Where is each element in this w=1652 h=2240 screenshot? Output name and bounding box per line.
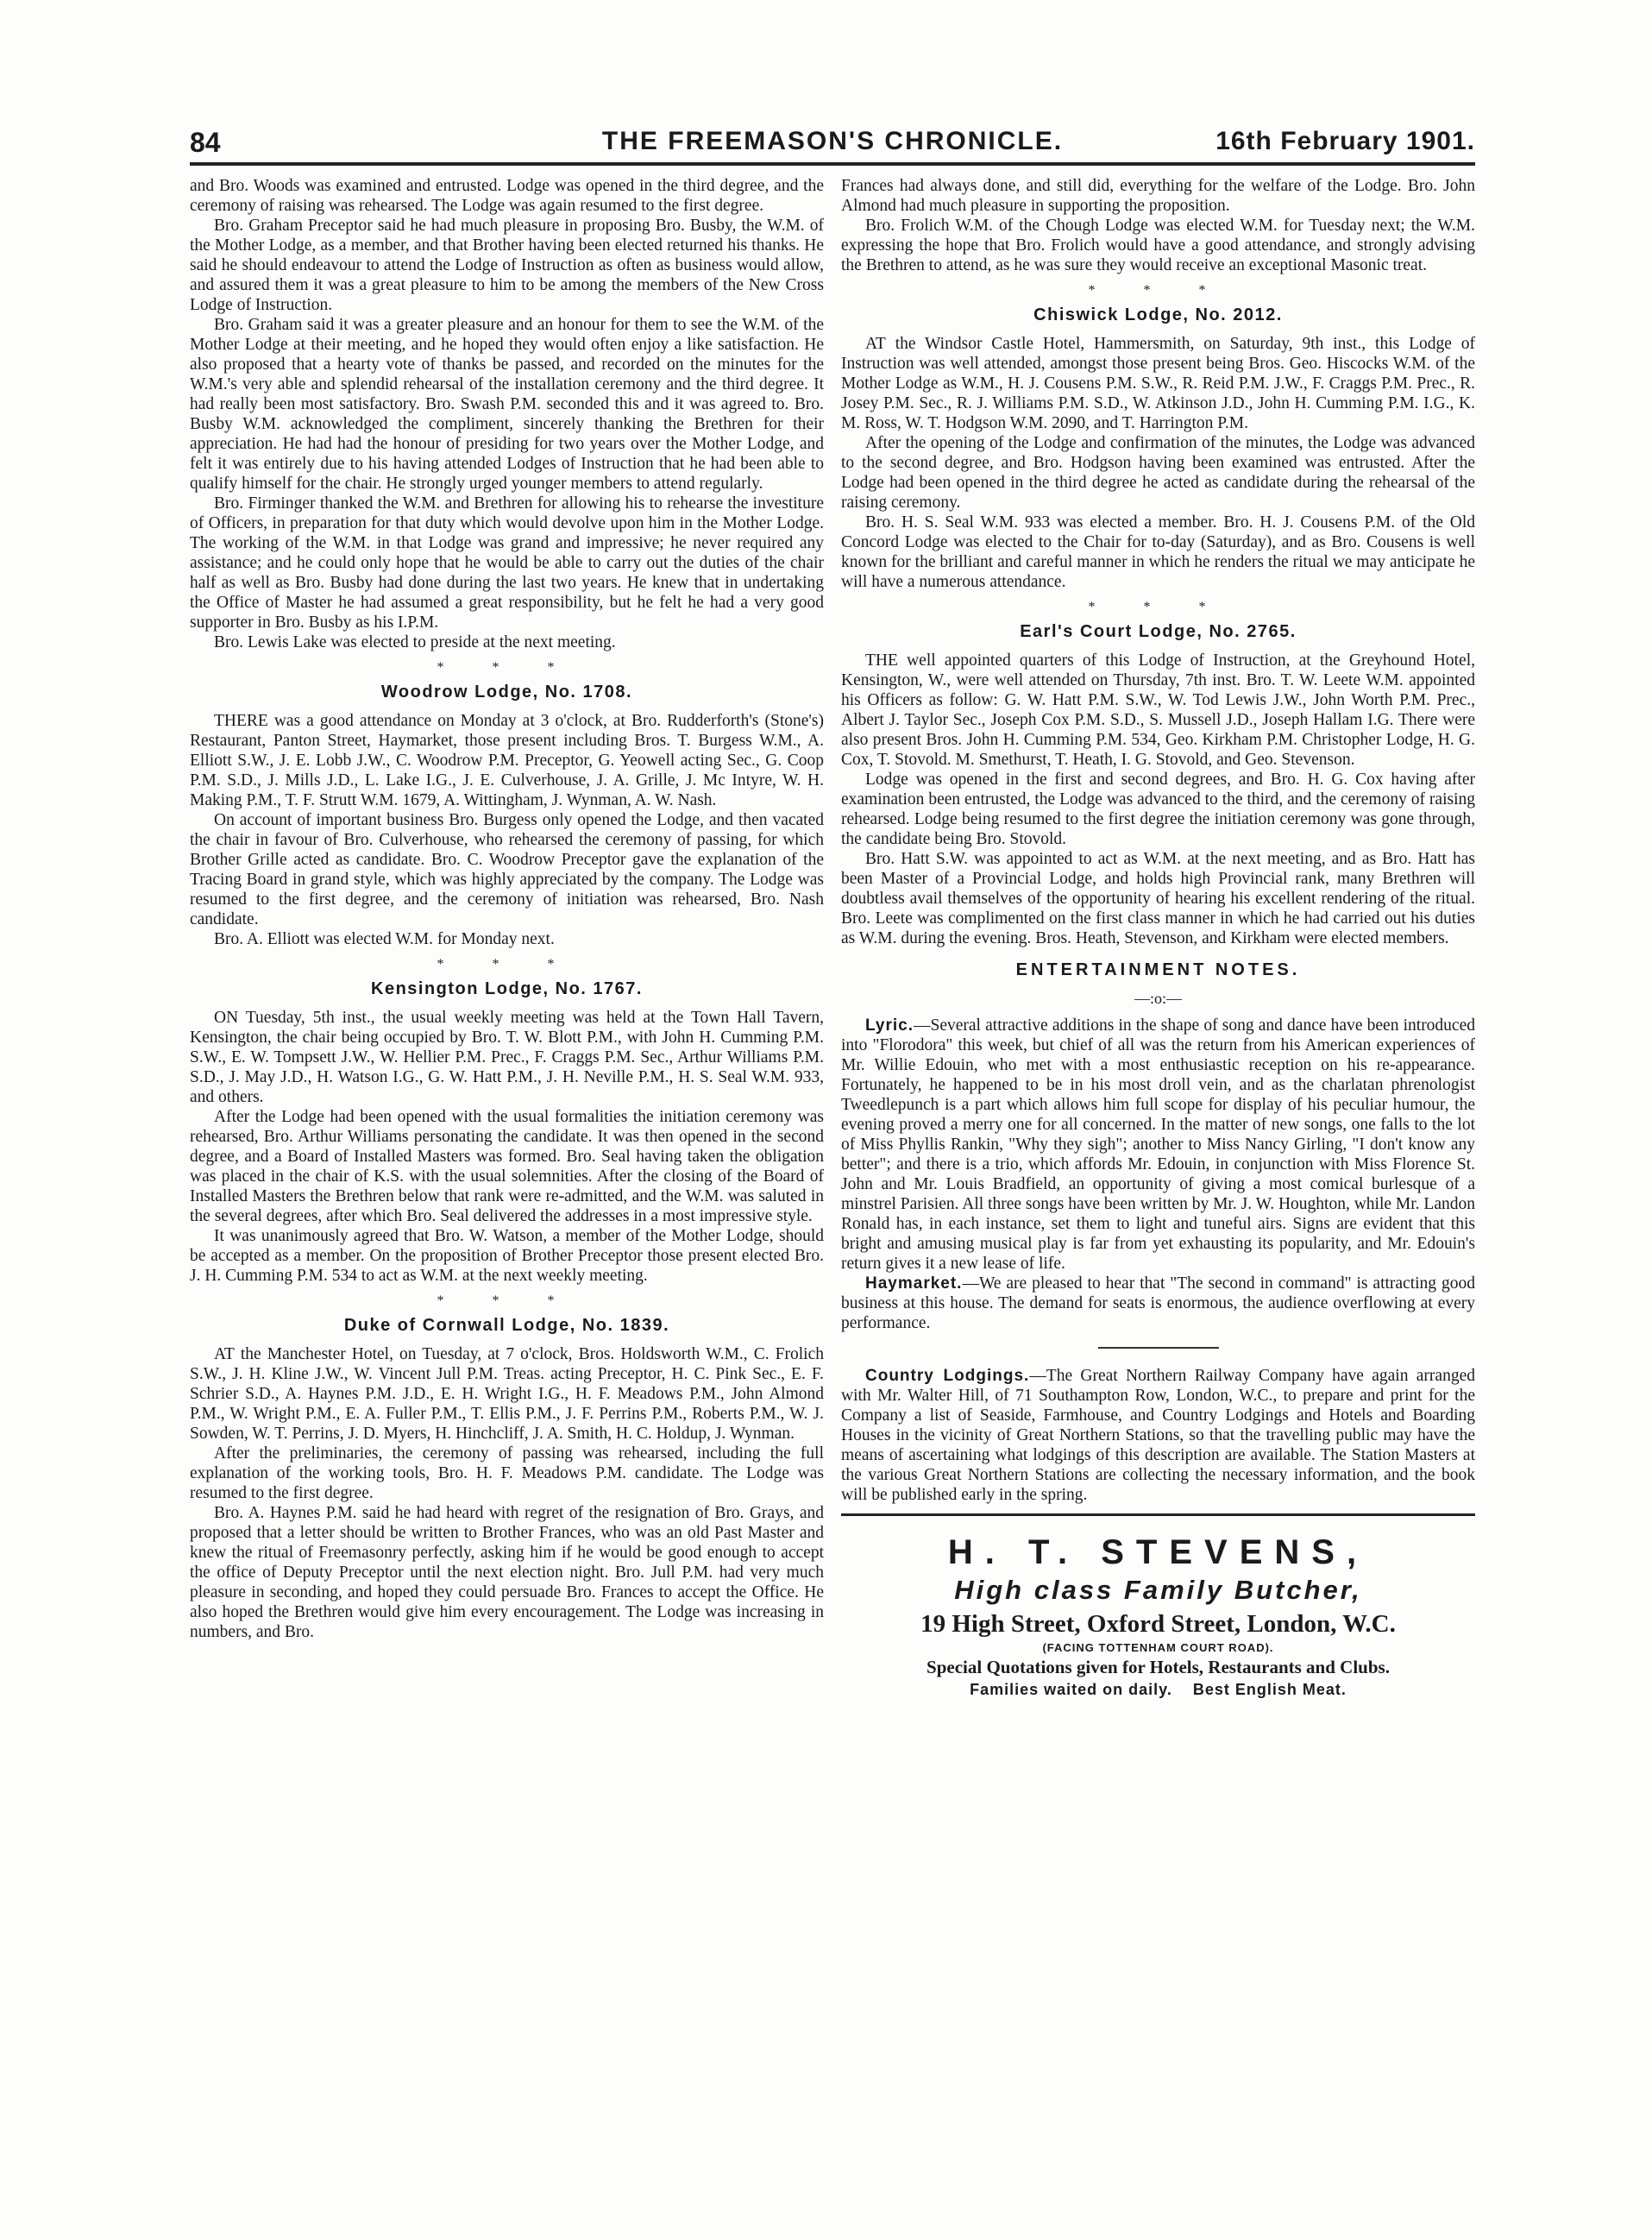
paragraph: Bro. Lewis Lake was elected to preside at the next meeting.	[214, 633, 616, 651]
section-divider: * * *	[437, 957, 577, 972]
paragraph: It was unanimously agreed that Bro. W. Watson, a member of the Mother Lodge, should be accepted as a member. On the proposition of Brother Preceptor those present elected Bro. J. H. Cumming P.M. 534 to act as W.M. at the next weekly meeting.	[190, 1227, 824, 1285]
advert-rule	[841, 1513, 1475, 1516]
paragraph: After the opening of the Lodge and confirmation of the minutes, the Lodge was advanced to the second degree, and Bro. Hodgson having been examined was entrusted. After the Lodge had been opened in the third degree he acted as candidate during the rehearsal of the raising ceremony.	[841, 434, 1475, 512]
paragraph-text: the Windsor Castle Hotel, Hammersmith, on Saturday, 9th inst., this Lodge of Instruction was well attended, amongst those present being Bros. Geo. Hiscocks W.M. of the Mother Lodge as W.M., H. J. Cousens P.M. S.W., R. Reid P.M. J.W., F. Craggs P.M. Prec., R. Josey P.M. Sec., R. J. Williams P.M. S.D., W. Atkinson J.D., John H. Cumming P.M. I.G., K. M. Ross, W. T. Hodgson W.M. 2090, and T. Harrington P.M.	[841, 335, 1475, 432]
page-number: 84	[190, 127, 221, 158]
paragraph: Frances had always done, and still did, everything for the welfare of the Lodge. Bro. John Almond had much pleasure in supporting the proposition.	[841, 177, 1475, 215]
newspaper-title: THE FREEMASON'S CHRONICLE.	[601, 127, 1064, 155]
paragraph: Bro. A. Haynes P.M. said he had heard with regret of the resignation of Bro. Grays, and proposed that a letter should be written to Brother Frances, who was an old Past Master and knew the ritual of Freemasonry perfectly, asking him if he would be good enough to accept the office of Deputy Preceptor until the next election night. Bro. Jull P.M. had very much pleasure in seconding, and hoped they could persuade Bro. Frances to accept the Office. He also hoped the Brethren would give him every encouragement. The Lodge was increasing in numbers, and Bro.	[190, 1504, 824, 1641]
paragraph: Bro. Firminger thanked the W.M. and Brethren for allowing his to rehearse the investiture of Officers, in preparation for that duty which would devolve upon him in the Mother Lodge. The working of the W.M. in that Lodge was grand and impressive; he never required any assistance; and he could only hope that he would be able to carry out the duties of the chair half as well as Bro. Busby had done during the last two years. He knew that in undertaking the Office of Master he had assumed a great responsibility, but he felt he had a very good supporter in Bro. Busby as his I.P.M.	[190, 494, 824, 632]
lead-word: THERE	[214, 712, 268, 730]
advert-quotations: Special Quotations given for Hotels, Restaurants and Clubs.	[927, 1657, 1390, 1677]
section-divider: * * *	[1088, 600, 1228, 614]
paragraph: Bro. A. Elliott was elected W.M. for Monday next.	[214, 930, 555, 948]
advert-tagline: High class Family Butcher,	[954, 1575, 1362, 1605]
paragraph	[841, 1366, 1475, 1505]
paragraph-text: —Several attractive additions in the shape of song and dance have been introduced into "Florodora" this week, but chief of all was the return from his American experiences of Mr. Willie Edouin, who met with a most enthusiastic reception on his re-appearance. Fortunately, he happened to be in his most droll vein, and as the charlatan phrenologist Tweedlepunch is a part which allows him full scope for display of his peculiar humour, the evening proved a merry one for all concerned. In the matter of new songs, one falls to the lot of Miss Phyllis Rankin, "Why they sigh"; another to Miss Nancy Girling, "I don't know any better"; and there is a trio, which affords Mr. Edouin, in conjunction with Miss Florence St. John and Mr. Louis Bradfield, an opportunity of giving a most comical burlesque of a minstrel Parisien. All three songs have been written by Mr. J. W. Houghton, while Mr. Landon Ronald has, in each instance, set them to light and tuneful airs. Signs are evident that this bright and amusing musical play is far from yet exhausting its popularity, and Mr. Edouin's return gives it a new lease of life.	[841, 1016, 1475, 1273]
paragraph: Bro. H. S. Seal W.M. 933 was elected a member. Bro. H. J. Cousens P.M. of the Old Concord Lodge was elected to the Chair for to-day (Saturday), and as Bro. Cousens is well known for the brilliant and careful manner in which he renders the ritual we may anticipate he will have a numerous attendance.	[841, 513, 1475, 591]
paragraph	[190, 1344, 824, 1444]
lead-word: THE	[865, 651, 898, 670]
paragraph: After the Lodge had been opened with the usual formalities the initiation ceremony was rehearsed, Bro. Arthur Williams personating the candidate. It was then opened in the second degree, and a Board of Installed Masters was formed. Bro. Seal having taken the obligation was placed in the chair of K.S. with the usual solemnities. After the closing of the Board of Installed Masters the Brethren below that rank were re-admitted, and the W.M. was saluted in the several degrees, after which Bro. Seal delivered the addresses in a most impressive style.	[190, 1108, 824, 1225]
advert-footer	[841, 1679, 1475, 1700]
paragraph: and Bro. Woods was examined and entrusted. Lodge was opened in the third degree, and the ceremony of raising was rehearsed. The Lodge was again resumed to the first degree.	[190, 177, 824, 215]
paragraph: On account of important business Bro. Burgess only opened the Lodge, and then vacated the chair in favour of Bro. Culverhouse, who rehearsed the ceremony of passing, for which Brother Grille acted as candidate. Bro. C. Woodrow Preceptor gave the explanation of the Tracing Board in grand style, which was highly appreciated by the company. The Lodge was resumed to the first degree, and the ceremony of initiation was rehearsed, Bro. Nash candidate.	[190, 811, 824, 928]
paragraph: After the preliminaries, the ceremony of passing was rehearsed, including the full explanation of the working tools, Bro. H. F. Meadows P.M. candidate. The Lodge was resumed to the first degree.	[190, 1444, 824, 1502]
paragraph-text: was a good attendance on Monday at 3 o'clock, at Bro. Rudderforth's (Stone's) Restaurant, Panton Street, Haymarket, those present including Bros. T. Burgess W.M., A. Elliott S.W., J. E. Lobb J.W., C. Woodrow P.M. Preceptor, G. Yeowell acting Sec., G. Coop P.M. S.D., J. Mills J.D., L. Lake I.G., J. E. Culverhouse, J. A. Grille, J. Mc Intyre, W. H. Making P.M., T. F. Strutt W.M. 1679, A. Wittingham, J. Wynman, A. W. Nash.	[190, 712, 824, 809]
chiswick-lodge-heading: Chiswick Lodge, No. 2012.	[1033, 305, 1283, 324]
paragraph-text: —The Great Northern Railway Company have again arranged with Mr. Walter Hill, of 71 Southampton Row, London, W.C., to prepare and print for the Company a list of Seaside, Farmhouse, and Country Lodgings and Hotels and Boarding Houses in the vicinity of Great Northern Stations, so that the travelling public may have the means of ascertaining what lodgings of this description are available. The Station Masters at the various Great Northern Stations are collecting the necessary information, and the book will be published early in the spring.	[841, 1367, 1475, 1504]
paragraph: Bro. Frolich W.M. of the Chough Lodge was elected W.M. for Tuesday next; the W.M. expressing the hope that Bro. Frolich would have a good attendance, and strongly advising the Brethren to attend, as he was sure they would receive an exceptional Masonic treat.	[841, 217, 1475, 274]
paragraph-text: the Manchester Hotel, on Tuesday, at 7 o'clock, Bros. Holdsworth W.M., C. Frolich S.W., J. H. Kline J.W., W. Vincent Jull P.M. Treas. acting Preceptor, H. C. Pink Sec., E. F. Schrier S.D., A. Haynes P.M. J.D., E. H. Wright I.G., H. F. Meadows P.M., John Almond P.M., W. Wright P.M., E. A. Fuller P.M., T. Ellis P.M., J. F. Perrins P.M., Roberts P.M., W. J. Sowden, W. T. Perrins, J. D. Myers, H. Hinchcliff, J. A. Smith, H. C. Holdup, J. Wynman.	[190, 1345, 824, 1443]
paragraph	[190, 711, 824, 810]
section-divider: * * *	[1088, 283, 1228, 298]
paragraph: Lodge was opened in the first and second degrees, and Bro. H. G. Cox having after examination been entrusted, the Lodge was advanced to the third, and the ceremony of raising rehearsed. Lodge being resumed to the first degree the initiation ceremony was gone through, the candidate being Bro. Stovold.	[841, 771, 1475, 848]
advert-facing: (FACING TOTTENHAM COURT ROAD).	[1042, 1641, 1274, 1654]
advert-address: 19 High Street, Oxford Street, London, W.C.	[920, 1610, 1396, 1638]
country-lodgings-lead: Country Lodgings.	[865, 1367, 1030, 1385]
paragraph: Bro. Graham said it was a greater pleasure and an honour for them to see the W.M. of the Mother Lodge at their meeting, and he hoped they would often enjoy a like satisfaction. He also proposed that a hearty vote of thanks be passed, and recorded on the minutes for the W.M.'s very able and splendid rehearsal of the installation ceremony and the third degree. It had really been most satisfactory. Bro. Swash P.M. seconded this and it was agreed to. Bro. Busby W.M. acknowledged the compliment, sincerely thanking the Brethren for their appreciation. He had had the honour of presiding for two years over the Mother Lodge, and felt it was entirely due to his having attended Lodges of Instruction that he had been able to qualify himself for the chair. He strongly urged younger members to attend regularly.	[190, 316, 824, 493]
issue-date: 16th February 1901.	[1215, 127, 1475, 155]
lead-word: AT	[865, 335, 886, 353]
paragraph	[841, 1016, 1475, 1274]
paragraph: Bro. Hatt S.W. was appointed to act as W.M. at the next meeting, and as Bro. Hatt has been Master of a Provincial Lodge, and holds high Provincial rank, many Brethren will doubtless avail themselves of the opportunity of hearing his excellent rendering of the ritual. Bro. Leete was complimented on the first class manner in which he had carried out his duties as W.M. during the evening. Bros. Heath, Stevenson, and Kirkham were elected members.	[841, 850, 1475, 947]
section-divider: * * *	[437, 1293, 577, 1308]
advert-name: H. T. STEVENS,	[947, 1533, 1369, 1571]
section-divider: * * *	[437, 660, 577, 675]
paragraph	[841, 651, 1475, 770]
lead-word: ON	[214, 1009, 239, 1027]
paragraph	[841, 1274, 1475, 1333]
right-column	[841, 176, 1475, 2191]
paragraph-text: well appointed quarters of this Lodge of Instruction, at the Greyhound Hotel, Kensington, W., were well attended on Thursday, 7th inst. Bro. T. W. Leete W.M. appointed his Officers as follow: G. W. Hatt P.M. S.W., W. Tod Lewis J.W., John Worth P.M. Prec., Albert J. Taylor Sec., Joseph Cox P.M. S.D., S. Mussell J.D., Joseph Hallam I.G. There were also present Bros. John H. Cumming P.M. 534, Geo. Kirkham P.M. Christopher Lodge, H. G. Cox, T. Stovold. M. Smethurst, T. Heath, I. G. Stovold, and Geo. Stevenson.	[841, 651, 1475, 769]
paragraph	[190, 1008, 824, 1107]
advert-meat: Best English Meat.	[1192, 1681, 1347, 1698]
paragraph-text: Tuesday, 5th inst., the usual weekly meeting was held at the Town Hall Tavern, Kensington, the chair being occupied by Bro. T. W. Blott P.M., with John H. Cumming P.M. S.W., E. W. Tompsett J.W., W. Hellier P.M. Prec., F. Craggs P.M. Sec., Arthur Williams P.M. S.D., J. May J.D., H. Watson I.G., G. W. Hatt P.M., J. H. Neville P.M., H. S. Seal W.M. 933, and others.	[190, 1009, 824, 1106]
woodrow-lodge-heading: Woodrow Lodge, No. 1708.	[380, 683, 633, 702]
duke-of-cornwall-lodge-heading: Duke of Cornwall Lodge, No. 1839.	[343, 1316, 670, 1335]
paragraph	[841, 334, 1475, 433]
lead-word: AT	[214, 1345, 235, 1363]
masthead	[190, 123, 1475, 163]
earls-court-lodge-heading: Earl's Court Lodge, No. 2765.	[1020, 622, 1297, 641]
paragraph-text: —We are pleased to hear that "The second in command" is attracting good business at this house. The demand for seats is enormous, the audience overflowing at every performance.	[841, 1274, 1475, 1332]
haymarket-lead: Haymarket.	[865, 1274, 963, 1293]
left-column	[190, 176, 824, 2191]
entertainment-divider: —:o:—	[1134, 990, 1182, 1007]
masthead-rule	[190, 162, 1475, 166]
short-rule	[1098, 1347, 1219, 1349]
entertainment-notes-heading: ENTERTAINMENT NOTES.	[1015, 960, 1301, 979]
butcher-advertisement	[841, 1532, 1475, 1700]
kensington-lodge-heading: Kensington Lodge, No. 1767.	[371, 979, 643, 998]
paragraph: Bro. Graham Preceptor said he had much pleasure in proposing Bro. Busby, the W.M. of the Mother Lodge, as a member, and that Brother having been elected returned his thanks. He said he should endeavour to attend the Lodge of Instruction as often as business would allow, and assured them it was a great pleasure to him to be among the members of the New Cross Lodge of Instruction.	[190, 217, 824, 314]
advert-families: Families waited on daily.	[970, 1681, 1172, 1698]
lyric-lead: Lyric.	[865, 1016, 914, 1035]
